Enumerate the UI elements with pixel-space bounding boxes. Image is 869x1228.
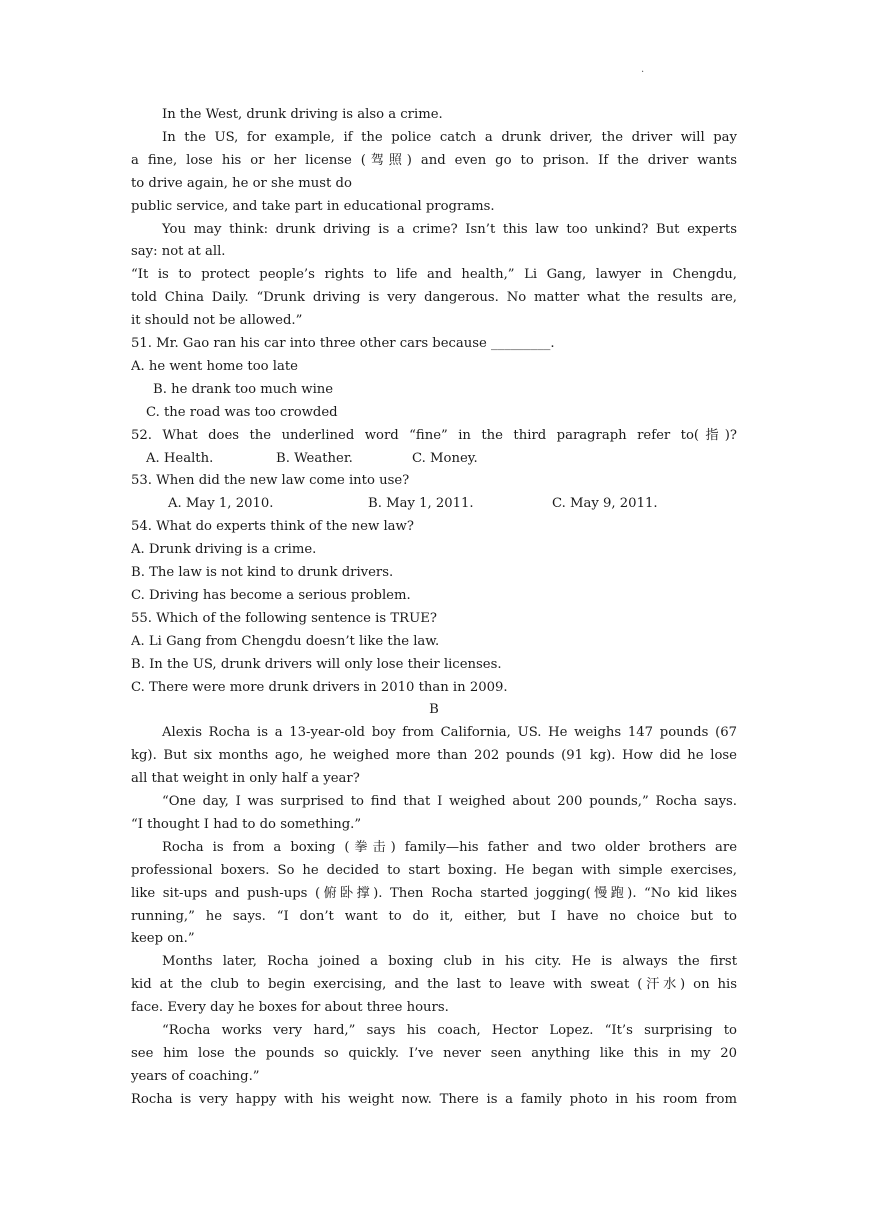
q54-option-a: A. Drunk driving is a crime.	[131, 542, 317, 558]
q53-option-a: A. May 1, 2010.	[168, 496, 274, 512]
paragraph-line: see him lose the pounds so quickly. I’ve never seen anything like this in my 20	[131, 1045, 737, 1061]
paragraph-line: like sit-ups and push-ups (俯卧撑). Then Rocha started jogging(慢跑). “No kid likes	[131, 885, 737, 901]
q53-option-b: B. May 1, 2011.	[368, 496, 474, 512]
paragraph-line: public service, and take part in educational programs.	[131, 198, 495, 214]
paragraph-line: kid at the club to begin exercising, and the last to leave with sweat (汗水) on his	[131, 977, 737, 993]
q53-option-c: C. May 9, 2011.	[552, 496, 658, 512]
q52-options	[131, 448, 737, 471]
question-52: 52. What does the underlined word “fine” in the third paragraph refer to(指)?	[131, 427, 737, 443]
paragraph-line: You may think: drunk driving is a crime? Isn’t this law too unkind? But experts	[162, 221, 737, 237]
paragraph-line: kg). But six months ago, he weighed more than 202 pounds (91 kg). How did he lose	[131, 748, 737, 764]
q51-option-c: C. the road was too crowded	[146, 404, 338, 420]
q55-option-c: C. There were more drunk drivers in 2010 than in 2009.	[131, 679, 508, 695]
paragraph-line: years of coaching.”	[131, 1068, 260, 1084]
paragraph-line: “One day, I was surprised to find that I weighed about 200 pounds,” Rocha says.	[162, 794, 737, 810]
q51-option-a: A. he went home too late	[131, 358, 298, 374]
question-54: 54. What do experts think of the new law?	[131, 519, 414, 535]
paragraph-line: to drive again, he or she must do	[131, 175, 352, 191]
q55-option-b: B. In the US, drunk drivers will only lose their licenses.	[131, 656, 502, 672]
paragraph-line: all that weight in only half a year?	[131, 771, 360, 787]
paragraph-line: it should not be allowed.”	[131, 313, 303, 329]
paragraph-line: Months later, Rocha joined a boxing club in his city. He is always the first	[162, 954, 737, 970]
paragraph-line: Rocha is from a boxing (拳击) family—his father and two older brothers are	[162, 839, 737, 855]
paragraph-line: keep on.”	[131, 931, 195, 947]
paragraph-line: told China Daily. “Drunk driving is very dangerous. No matter what the results are,	[131, 290, 737, 306]
paragraph-line: running,” he says. “I don’t want to do it, either, but I have no choice but to	[131, 908, 737, 924]
paragraph-line: “It is to protect people’s rights to life and health,” Li Gang, lawyer in Chengdu,	[131, 267, 737, 283]
paragraph-line: a fine, lose his or her license (驾照) and even go to prison. If the driver wants	[131, 152, 737, 168]
page-marker-dot: .	[641, 64, 645, 75]
q51-option-b: B. he drank too much wine	[153, 381, 334, 397]
question-53: 53. When did the new law come into use?	[131, 473, 410, 489]
q54-option-c: C. Driving has become a serious problem.	[131, 587, 411, 603]
q53-options	[131, 493, 737, 516]
paragraph-line: “Rocha works very hard,” says his coach, Hector Lopez. “It’s surprising to	[162, 1023, 737, 1039]
document-body	[131, 104, 737, 1112]
paragraph-line: Alexis Rocha is a 13-year-old boy from California, US. He weighs 147 pounds (67	[162, 725, 737, 741]
question-55: 55. Which of the following sentence is TRUE?	[131, 610, 437, 626]
q52-option-c: C. Money.	[412, 450, 478, 466]
q54-option-b: B. The law is not kind to drunk drivers.	[131, 565, 394, 581]
paragraph-line: In the US, for example, if the police catch a drunk driver, the driver will pay	[162, 129, 737, 145]
section-b-heading: B	[429, 702, 439, 718]
q52-option-a: A. Health.	[146, 450, 214, 466]
paragraph-line: “I thought I had to do something.”	[131, 816, 362, 832]
paragraph-line: In the West, drunk driving is also a crime.	[162, 107, 443, 122]
paragraph-line: Rocha is very happy with his weight now. There is a family photo in his room from	[131, 1091, 737, 1107]
paragraph-line: face. Every day he boxes for about three hours.	[131, 1000, 449, 1016]
q55-option-a: A. Li Gang from Chengdu doesn’t like the law.	[131, 633, 440, 649]
question-51: 51. Mr. Gao ran his car into three other cars because _________.	[131, 335, 555, 351]
q52-option-b: B. Weather.	[276, 450, 353, 466]
paragraph-line: say: not at all.	[131, 244, 226, 260]
paragraph-line: professional boxers. So he decided to start boxing. He began with simple exercises,	[131, 862, 737, 878]
